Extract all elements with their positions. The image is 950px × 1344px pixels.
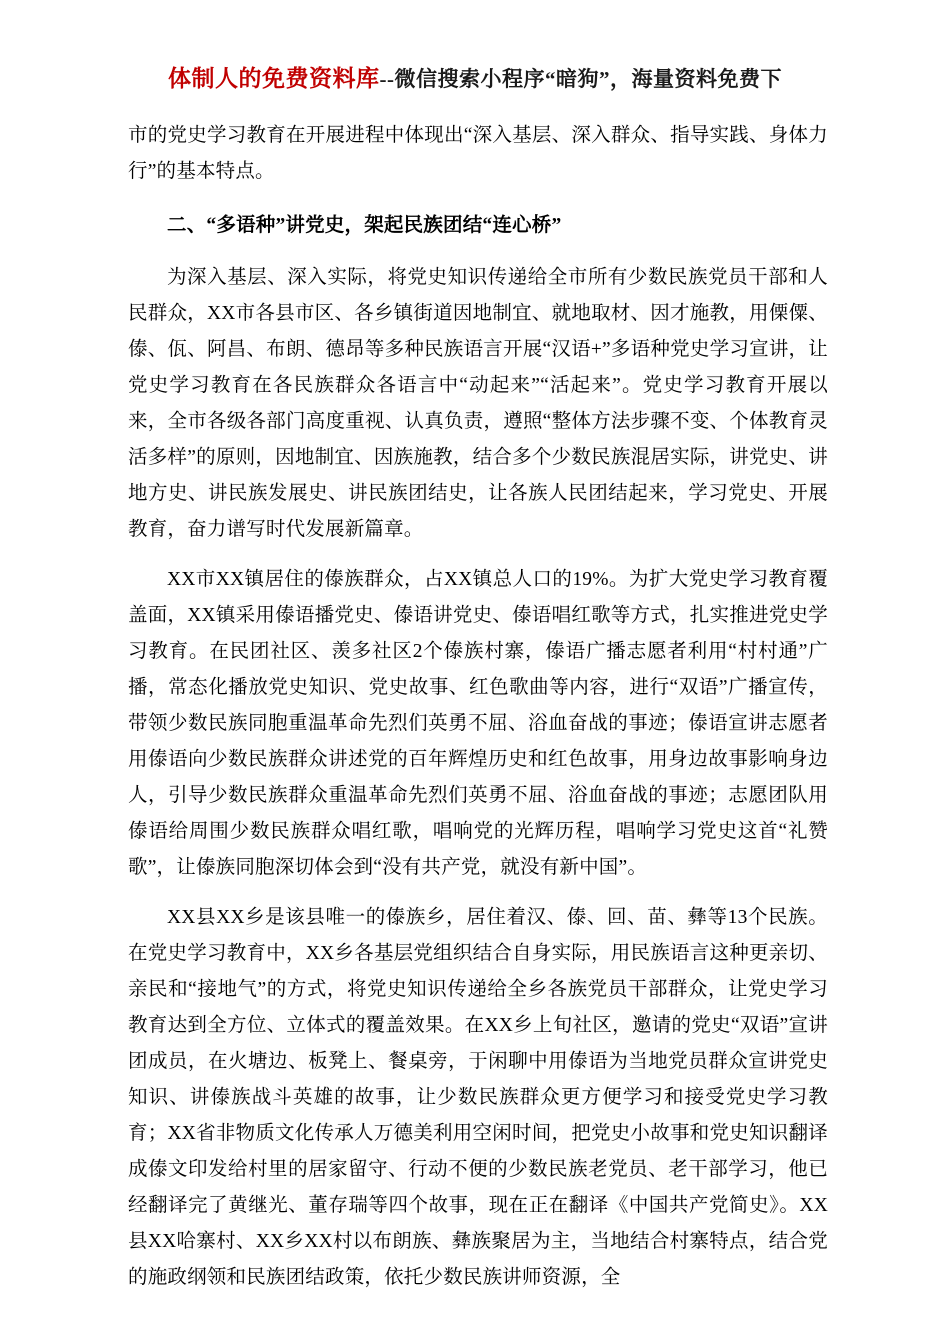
watermark-dark-text: --微信搜索小程序“暗狗”，海量资料免费下 [379, 67, 782, 91]
paragraph-body: 为深入基层、深入实际，将党史知识传递给全市所有少数民族党员干部和人民群众，XX市各县市区、各乡镇街道因地制宜、就地取材、因才施教，用傈僳、傣、佤、阿昌、布朗、德昂等多种民族语言开展“汉语+”多语种党史学习宣讲，让党史学习教育在各民族群众各语言中“动起来”“活起来”。党史学习教育开展以来，全市各级各部门高度重视、认真负责，遵照“整体方法步骤不变、个体教育灵活多样”的原则，因地制宜、因族施教，结合多个少数民族混居实际，讲党史、讲地方史、讲民族发展史、讲民族团结史，让各族人民团结起来，学习党史、开展教育，奋力谱写时代发展新篇章。 [128, 267, 828, 540]
paragraph-continued: 市的党史学习教育在开展进程中体现出“深入基层、深入群众、指导实践、身体力行”的基本特点。 [128, 125, 828, 182]
paragraph-body: XX县XX乡是该县唯一的傣族乡，居住着汉、傣、回、苗、彝等13个民族。在党史学习教育中，XX乡各基层党组织结合自身实际，用民族语言这种更亲切、亲民和“接地气”的方式，将党史知识传递给全乡各族党员干部群众，让党史学习教育达到全方位、立体式的覆盖效果。在XX乡上旬社区，邀请的党史“双语”宣讲团成员，在火塘边、板凳上、餐桌旁，于闲聊中用傣语为当地党员群众宣讲党史知识、讲傣族战斗英雄的故事，让少数民族群众更方便学习和接受党史学习教育；XX省非物质文化传承人万德美利用空闲时间，把党史小故事和党史知识翻译成傣文印发给村里的居家留守、行动不便的少数民族老党员、老干部学习，他已经翻译完了黄继光、董存瑞等四个故事，现在正在翻译《中国共产党简史》。XX县XX哈寨村、XX乡XX村以布朗族、彝族聚居为主，当地结合村寨特点，结合党的施政纲领和民族团结政策，依托少数民族讲师资源，全 [128, 907, 828, 1288]
section-heading: 二、“多语种”讲党史，架起民族团结“连心桥” [167, 215, 562, 236]
paragraph-body: XX市XX镇居住的傣族群众，占XX镇总人口的19%。为扩大党史学习教育覆盖面，XX镇采用傣语播党史、傣语讲党史、傣语唱红歌等方式，扎实推进党史学习教育。在民团社区、羡多社区2个傣族村寨，傣语广播志愿者利用“村村通”广播，常态化播放党史知识、党史故事、红色歌曲等内容，进行“双语”广播宣传，带领少数民族同胞重温革命先烈们英勇不屈、浴血奋战的事迹；傣语宣讲志愿者用傣语向少数民族群众讲述党的百年辉煌历史和红色故事，用身边故事影响身边人，引导少数民族群众重温革命先烈们英勇不屈、浴血奋战的事迹；志愿团队用傣语给周围少数民族群众唱红歌，唱响党的光辉历程，唱响学习党史这首“礼赞歌”，让傣族同胞深切体会到“没有共产党，就没有新中国”。 [128, 569, 828, 878]
document-body [128, 118, 828, 1310]
watermark-banner [0, 60, 950, 93]
watermark-red-text: 体制人的免费资料库 [168, 66, 380, 91]
